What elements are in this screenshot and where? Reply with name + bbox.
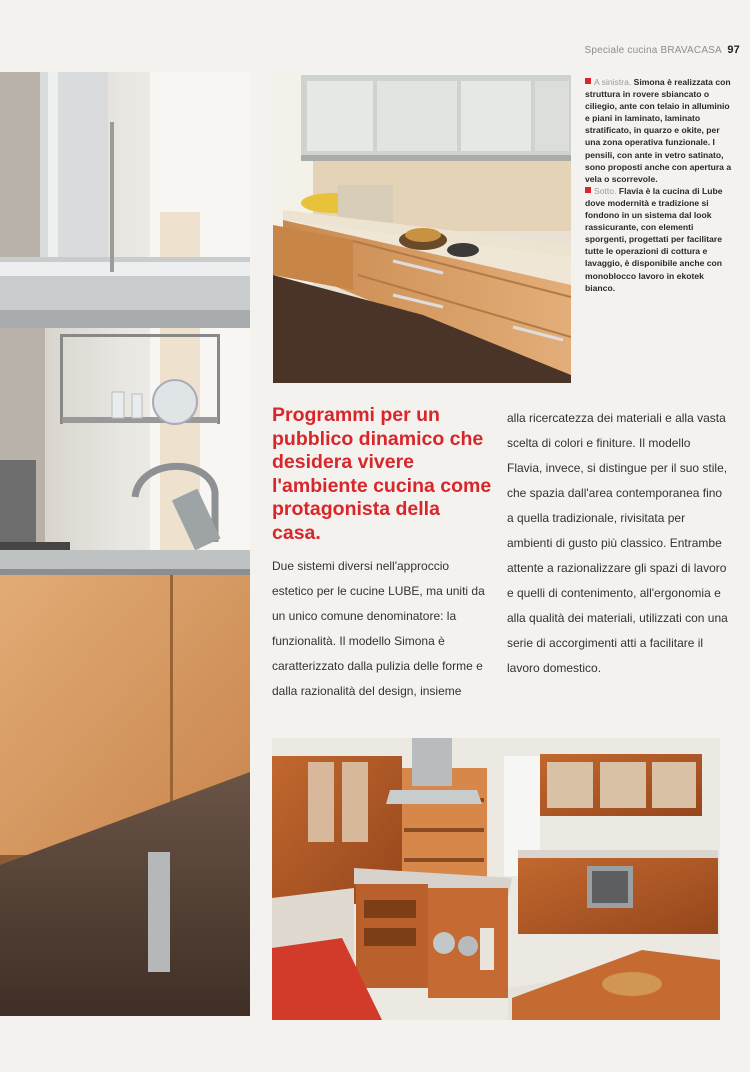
article-body-left: Due sistemi diversi nell'approccio estetico per le cucine LUBE, ma uniti da un unico comune denominatore: la funzionalità. Il modello Simona è caratterizzato dalla pulizia delle forme e dalla razionalità del design, insieme (272, 559, 485, 698)
section-title: Speciale cucina BRAVACASA (584, 45, 722, 56)
photo-flavia (272, 738, 720, 1020)
caption-lead-2: Sotto. (594, 185, 617, 196)
caption-lead-1: A sinistra. (594, 77, 632, 87)
article-headline: Programmi per un pubblico dinamico che desidera vivere l'ambiente cucina come protagonista della casa. (272, 404, 492, 544)
photo-simona-island (0, 72, 250, 1016)
caption-text-2: è la cucina di Lube dove modernità e tradizione si fondono in un sistema dal look rassicurante, con elementi sporgenti, progettati per facilitare tutte le operazioni di cottura e lavaggio, è disponibile anche con monoblocco lavoro in ekotek bianco. (585, 185, 723, 293)
caption-text-1: è realizzata con struttura in rovere sbiancato o ciliegio, ante con telaio in alluminio e piani in laminato, laminato stratificato, in quarzo e okite, per una zona operativa funzionale. I pensili, con ante in vetro satinato, sono proposti anche con apertura a vela o scorrevole. (585, 77, 732, 184)
page-number: 97 (727, 44, 740, 56)
page-header (584, 44, 740, 56)
photo-simona-wall (273, 75, 571, 383)
caption-name-1: Simona (633, 77, 665, 87)
caption-marker-2 (585, 187, 591, 193)
caption-marker-1 (585, 78, 591, 84)
photo-caption (585, 76, 733, 294)
article-body-right: alla ricercatezza dei materiali e alla vasta scelta di colori e finiture. Il modello Flavia, invece, si distingue per il suo stile, che spazia dall'area contemporanea fino a quella tradizionale, rivisitata per ambienti di gusto più classico. Entrambe attente a razionalizzare gli spazi di lavoro e quelli di contenimento, all'ergonomia e alla qualità dei materiali, utilizzati con una serie di accorgimenti atti a facilitare il lavoro domestico. (507, 411, 728, 675)
caption-name-2: Flavia (618, 185, 644, 196)
